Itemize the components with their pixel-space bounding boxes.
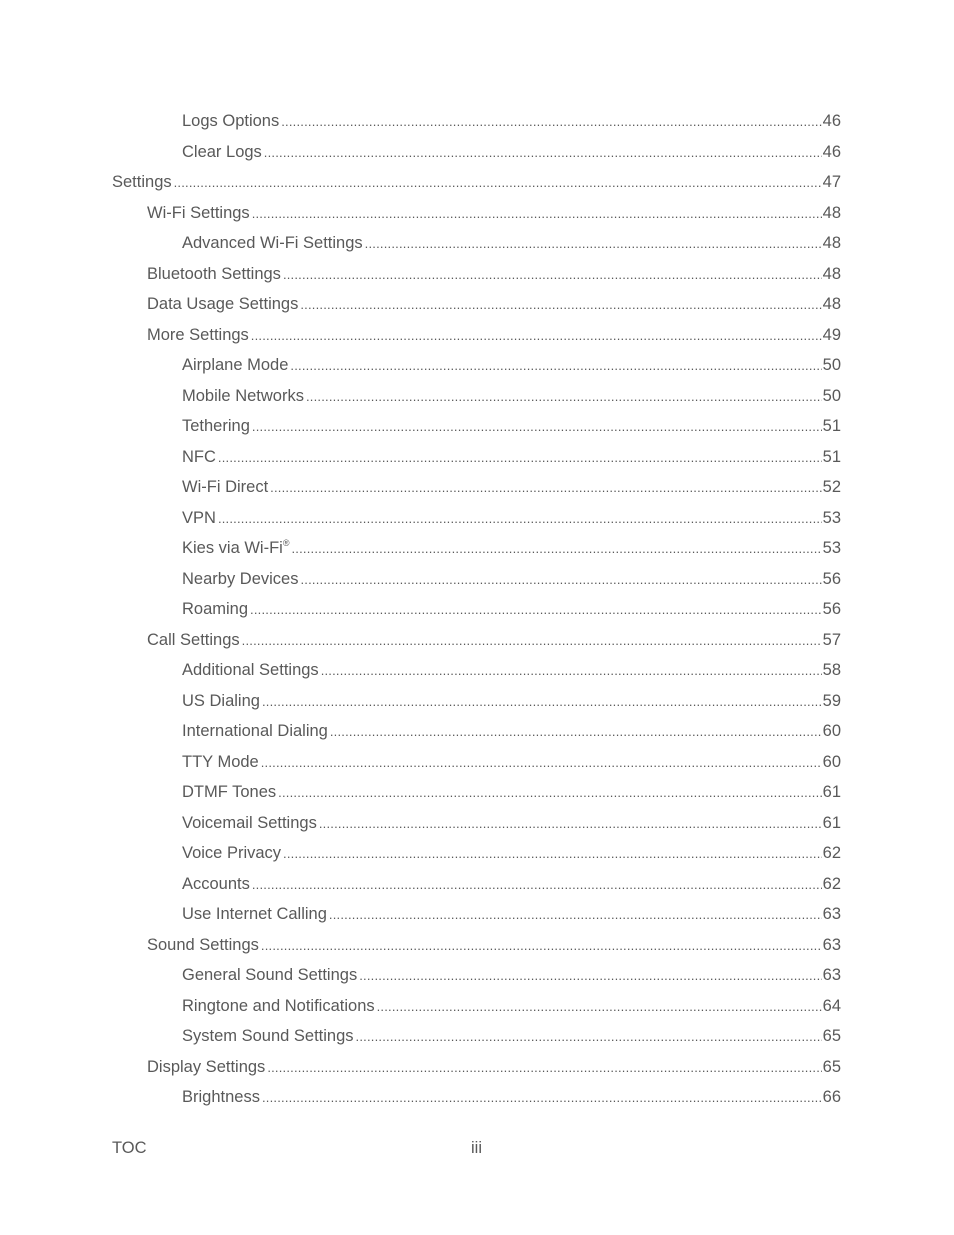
toc-entry-title <box>182 960 357 991</box>
dot-leader <box>359 961 821 992</box>
toc-entry-title-text: Data Usage Settings <box>147 295 299 313</box>
toc-entry-title-text: Sound Settings <box>147 935 259 954</box>
toc-entry[interactable] <box>112 747 841 778</box>
toc-entry-title-text: Wi-Fi Direct <box>182 478 269 496</box>
toc-entry-title-text: Accounts <box>182 874 250 893</box>
toc-entry-page: 64 <box>822 996 841 1015</box>
toc-entry-page: 63 <box>822 966 841 984</box>
dot-leader <box>278 778 822 809</box>
dot-leader <box>218 443 822 474</box>
toc-entry-title <box>147 289 298 320</box>
toc-entry-title <box>182 503 216 534</box>
dot-leader <box>267 1053 821 1084</box>
toc-entry-page: 48 <box>822 264 841 283</box>
toc-entry-title-text: Bluetooth Settings <box>147 264 281 283</box>
toc-entry-page: 63 <box>822 905 841 923</box>
toc-entry-page: 62 <box>822 874 841 893</box>
toc-entry-title <box>182 472 268 503</box>
toc-entry[interactable] <box>112 991 841 1022</box>
toc-entry[interactable] <box>112 869 841 900</box>
toc-entry[interactable] <box>112 167 841 198</box>
toc-entry-page: 61 <box>822 813 841 832</box>
toc-entry-title-text: TTY Mode <box>182 752 259 771</box>
toc-entry[interactable] <box>112 655 841 686</box>
dot-leader <box>252 412 822 443</box>
dot-leader <box>356 1022 822 1053</box>
toc-entry[interactable] <box>112 320 841 351</box>
dot-leader <box>218 504 822 535</box>
toc-entry-page: 53 <box>822 508 841 527</box>
toc-entry-page: 48 <box>822 234 841 252</box>
toc-entry-page: 56 <box>822 569 841 588</box>
toc-entry-title-text: Brightness <box>182 1088 260 1106</box>
toc-entry-page: 47 <box>822 173 841 191</box>
toc-entry-title <box>182 411 250 442</box>
toc-entry[interactable] <box>112 899 841 930</box>
toc-entry-page: 65 <box>822 1057 841 1076</box>
dot-leader <box>330 717 822 748</box>
dot-leader <box>174 168 822 199</box>
toc-entry-title-text: Settings <box>112 173 172 191</box>
dot-leader <box>300 565 821 596</box>
dot-leader <box>242 626 822 657</box>
toc-entry-title <box>182 137 262 168</box>
dot-leader <box>250 595 822 626</box>
toc-entry-title-text: Clear Logs <box>182 142 262 161</box>
toc-entry-title <box>147 625 240 656</box>
dot-leader <box>329 900 822 931</box>
toc-entry-title <box>182 838 281 869</box>
toc-entry-page: 50 <box>822 356 841 374</box>
dot-leader <box>251 321 822 352</box>
toc-entry-title <box>182 716 328 747</box>
toc-entry-page: 59 <box>822 691 841 710</box>
toc-entry-page: 46 <box>822 112 841 130</box>
toc-entry[interactable] <box>112 503 841 534</box>
toc-entry-page: 50 <box>822 386 841 405</box>
toc-entry[interactable] <box>112 533 841 564</box>
dot-leader <box>252 870 822 901</box>
toc-entry-title-text: Airplane Mode <box>182 356 289 374</box>
toc-entry-title <box>182 777 276 808</box>
toc-entry-title <box>112 167 172 198</box>
toc-entry-title <box>147 930 259 961</box>
toc-entry-title-text: More Settings <box>147 325 249 344</box>
toc-entry-page: 66 <box>822 1088 841 1106</box>
table-of-contents <box>112 106 841 1113</box>
dot-leader <box>365 229 822 260</box>
toc-entry-page: 52 <box>822 478 841 496</box>
toc-entry-title-text: System Sound Settings <box>182 1027 354 1045</box>
toc-entry-page: 60 <box>822 722 841 740</box>
toc-entry-title <box>182 869 250 900</box>
toc-entry[interactable] <box>112 960 841 991</box>
dot-leader <box>270 473 821 504</box>
toc-entry-title-text: US Dialing <box>182 691 260 710</box>
dot-leader <box>262 687 822 718</box>
toc-entry-title-text: Nearby Devices <box>182 569 299 588</box>
dot-leader <box>300 290 821 321</box>
dot-leader <box>264 138 822 169</box>
toc-entry-title-text: Advanced Wi-Fi Settings <box>182 234 363 252</box>
toc-entry-title <box>147 1052 265 1083</box>
toc-entry-title-text: DTMF Tones <box>182 783 277 801</box>
toc-entry-title-text: Voice Privacy <box>182 844 282 862</box>
toc-entry-title <box>182 1021 354 1052</box>
toc-entry[interactable] <box>112 228 841 259</box>
toc-entry-title <box>182 533 289 564</box>
toc-entry-title-text: Mobile Networks <box>182 386 304 405</box>
dot-leader <box>252 199 822 230</box>
toc-entry-title-text: International Dialing <box>182 722 328 740</box>
toc-entry-page: 53 <box>822 539 841 557</box>
toc-entry-title <box>182 350 288 381</box>
toc-entry-title-text: NFC <box>182 447 216 466</box>
toc-entry-title <box>182 686 260 717</box>
toc-entry[interactable] <box>112 198 841 229</box>
toc-entry-title <box>182 106 279 137</box>
toc-entry-page: 61 <box>822 783 841 801</box>
toc-entry-title-text: Ringtone and Notifications <box>182 996 375 1015</box>
dot-leader <box>306 382 822 413</box>
toc-entry[interactable] <box>112 594 841 625</box>
toc-entry-page: 48 <box>822 203 841 222</box>
toc-entry[interactable] <box>112 381 841 412</box>
toc-entry[interactable] <box>112 625 841 656</box>
footer-page-number: iii <box>471 1139 482 1157</box>
toc-entry[interactable] <box>112 350 841 381</box>
dot-leader <box>283 260 822 291</box>
toc-entry-page: 57 <box>822 630 841 649</box>
toc-entry-page: 51 <box>822 447 841 466</box>
toc-entry-page: 65 <box>822 1027 841 1045</box>
toc-entry-title <box>182 808 317 839</box>
toc-entry-title-text: Additional Settings <box>182 661 319 679</box>
toc-entry[interactable] <box>112 259 841 290</box>
toc-entry[interactable] <box>112 137 841 168</box>
toc-entry-page: 58 <box>822 661 841 679</box>
toc-entry-title <box>182 655 319 686</box>
toc-entry[interactable] <box>112 1082 841 1113</box>
toc-entry[interactable] <box>112 564 841 595</box>
toc-entry-title-text: Roaming <box>182 600 249 618</box>
dot-leader <box>377 992 822 1023</box>
toc-entry[interactable] <box>112 808 841 839</box>
toc-entry-page: 46 <box>822 142 841 161</box>
dot-leader <box>261 931 822 962</box>
toc-entry[interactable] <box>112 686 841 717</box>
toc-entry-title <box>182 228 363 259</box>
toc-entry-title-text: Logs Options <box>182 112 280 130</box>
dot-leader <box>291 534 821 565</box>
toc-entry-page: 63 <box>822 935 841 954</box>
toc-entry-title-text: Voicemail Settings <box>182 813 317 832</box>
toc-entry-title <box>182 1082 260 1113</box>
dot-leader <box>281 107 821 138</box>
toc-entry-title-text: VPN <box>182 508 216 527</box>
dot-leader <box>321 656 822 687</box>
toc-entry[interactable] <box>112 106 841 137</box>
toc-entry-title-text: Call Settings <box>147 630 240 649</box>
toc-entry-title-text: Display Settings <box>147 1057 266 1076</box>
toc-entry[interactable] <box>112 716 841 747</box>
toc-entry[interactable] <box>112 472 841 503</box>
toc-entry-title <box>182 381 304 412</box>
dot-leader <box>283 839 822 870</box>
toc-entry-title-text: Use Internet Calling <box>182 905 327 923</box>
toc-entry-title <box>182 594 248 625</box>
toc-entry[interactable] <box>112 930 841 961</box>
toc-entry-title <box>182 899 327 930</box>
toc-entry[interactable] <box>112 838 841 869</box>
footer-section-label: TOC <box>112 1139 147 1157</box>
toc-entry[interactable] <box>112 1021 841 1052</box>
toc-entry-title <box>147 320 249 351</box>
toc-entry[interactable] <box>112 442 841 473</box>
toc-entry-title-text: Wi-Fi Settings <box>147 203 250 222</box>
toc-entry[interactable] <box>112 777 841 808</box>
toc-entry-page: 49 <box>822 325 841 344</box>
toc-entry-page: 56 <box>822 600 841 618</box>
dot-leader <box>319 809 822 840</box>
toc-entry[interactable] <box>112 289 841 320</box>
toc-entry-title <box>182 747 259 778</box>
toc-entry-page: 60 <box>822 752 841 771</box>
toc-entry-page: 51 <box>822 417 841 435</box>
toc-entry[interactable] <box>112 1052 841 1083</box>
toc-entry-title-text: Tethering <box>182 417 250 435</box>
dot-leader <box>262 1083 822 1114</box>
toc-entry-title <box>182 564 298 595</box>
toc-entry-title-text: General Sound Settings <box>182 966 358 984</box>
toc-entry-title <box>147 198 250 229</box>
toc-entry-title <box>147 259 281 290</box>
dot-leader <box>290 351 821 382</box>
registered-mark: ® <box>282 538 290 548</box>
toc-entry-page: 62 <box>822 844 841 862</box>
toc-entry[interactable] <box>112 411 841 442</box>
toc-entry-page: 48 <box>822 295 841 313</box>
toc-entry-title-text: Kies via Wi-Fi <box>182 539 283 557</box>
toc-entry-title <box>182 442 216 473</box>
toc-entry-title <box>182 991 375 1022</box>
dot-leader <box>261 748 822 779</box>
